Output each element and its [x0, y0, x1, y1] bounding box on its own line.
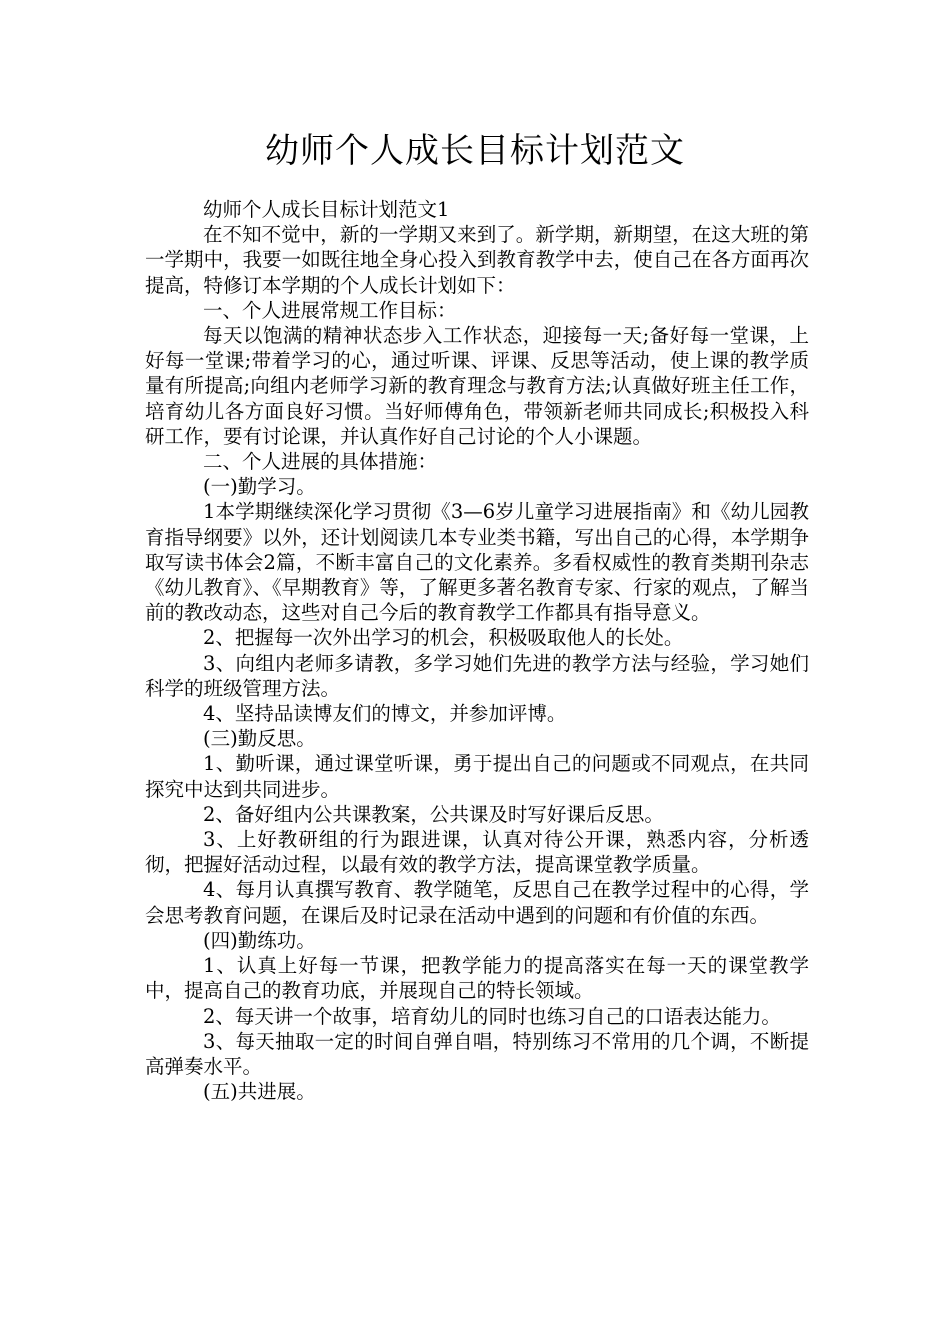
subheading-reflect: (三)勤反思。 — [203, 727, 316, 751]
reflect-item-3: 3、上好教研组的行为跟进课，认真对待公开课，熟悉内容，分析透彻，把握好活动过程，以最有效的教学方法，提高课堂教学质量。 — [145, 828, 809, 877]
practice-item-1: 1、认真上好每一节课，把教学能力的提高落实在每一天的课堂教学中，提高自己的教育功底，并展现自己的特长领域。 — [145, 954, 809, 1003]
study-item-2: 2、把握每一次外出学习的机会，积极吸取他人的长处。 — [203, 626, 684, 650]
subheading-study: (一)勤学习。 — [203, 475, 316, 499]
study-item-1: 1本学期继续深化学习贯彻《3—6岁儿童学习进展指南》和《幼儿园教育指导纲要》以外，还计划阅读几本专业类书籍，写出自己的心得，本学期争取写读书体会2篇，不断丰富自己的文化素养。多看权威性的教育类期刊杂志《幼儿教育》、《早期教育》等，了解更多著名教育专家、行家的观点，了解当前的教改动态，这些对自己今后的教育教学工作都具有指导意义。 — [145, 500, 809, 625]
study-item-3: 3、向组内老师多请教，多学习她们先进的教学方法与经验，学习她们科学的班级管理方法。 — [145, 651, 809, 700]
reflect-item-1: 1、勤听课，通过课堂听课，勇于提出自己的问题或不同观点，在共同探究中达到共同进步。 — [145, 752, 809, 801]
document-title: 幼师个人成长目标计划范文 — [265, 131, 685, 171]
subheading-progress: (五)共进展。 — [203, 1080, 316, 1104]
goals-paragraph: 每天以饱满的精神状态步入工作状态，迎接每一天;备好每一堂课，上好每一堂课;带着学习的心，通过听课、评课、反思等活动，使上课的教学质量有所提高;向组内老师学习新的教育理念与教育方法;认真做好班主任工作，培育幼儿各方面良好习惯。当好师傅角色，带领新老师共同成长;积极投入科研工作，要有讨论课，并认真作好自己讨论的个人小课题。 — [145, 324, 809, 448]
intro-paragraph: 在不知不觉中，新的一学期又来到了。新学期，新期望，在这大班的第一学期中，我要一如既往地全身心投入到教育教学中去，使自己在各方面再次提高，特修订本学期的个人成长计划如下： — [145, 223, 809, 297]
subtitle-paragraph: 幼师个人成长目标计划范文1 — [203, 198, 450, 221]
document-body — [145, 197, 809, 1104]
reflect-item-2: 2、备好组内公共课教案，公共课及时写好课后反思。 — [203, 802, 664, 826]
study-item-4: 4、坚持品读博友们的博文，并参加评博。 — [203, 702, 567, 726]
subheading-practice: (四)勤练功。 — [203, 928, 316, 952]
reflect-item-4: 4、每月认真撰写教育、教学随笔，反思自己在教学过程中的心得，学会思考教育问题，在课后及时记录在活动中遇到的问题和有价值的东西。 — [145, 878, 809, 927]
section-heading-1: 一、个人进展常规工作目标： — [203, 298, 457, 322]
practice-item-3: 3、每天抽取一定的时间自弹自唱，特别练习不常用的几个调，不断提高弹奏水平。 — [145, 1029, 809, 1078]
section-heading-2: 二、个人进展的具体措施： — [203, 450, 438, 474]
practice-item-2: 2、每天讲一个故事，培育幼儿的同时也练习自己的口语表达能力。 — [203, 1004, 781, 1028]
